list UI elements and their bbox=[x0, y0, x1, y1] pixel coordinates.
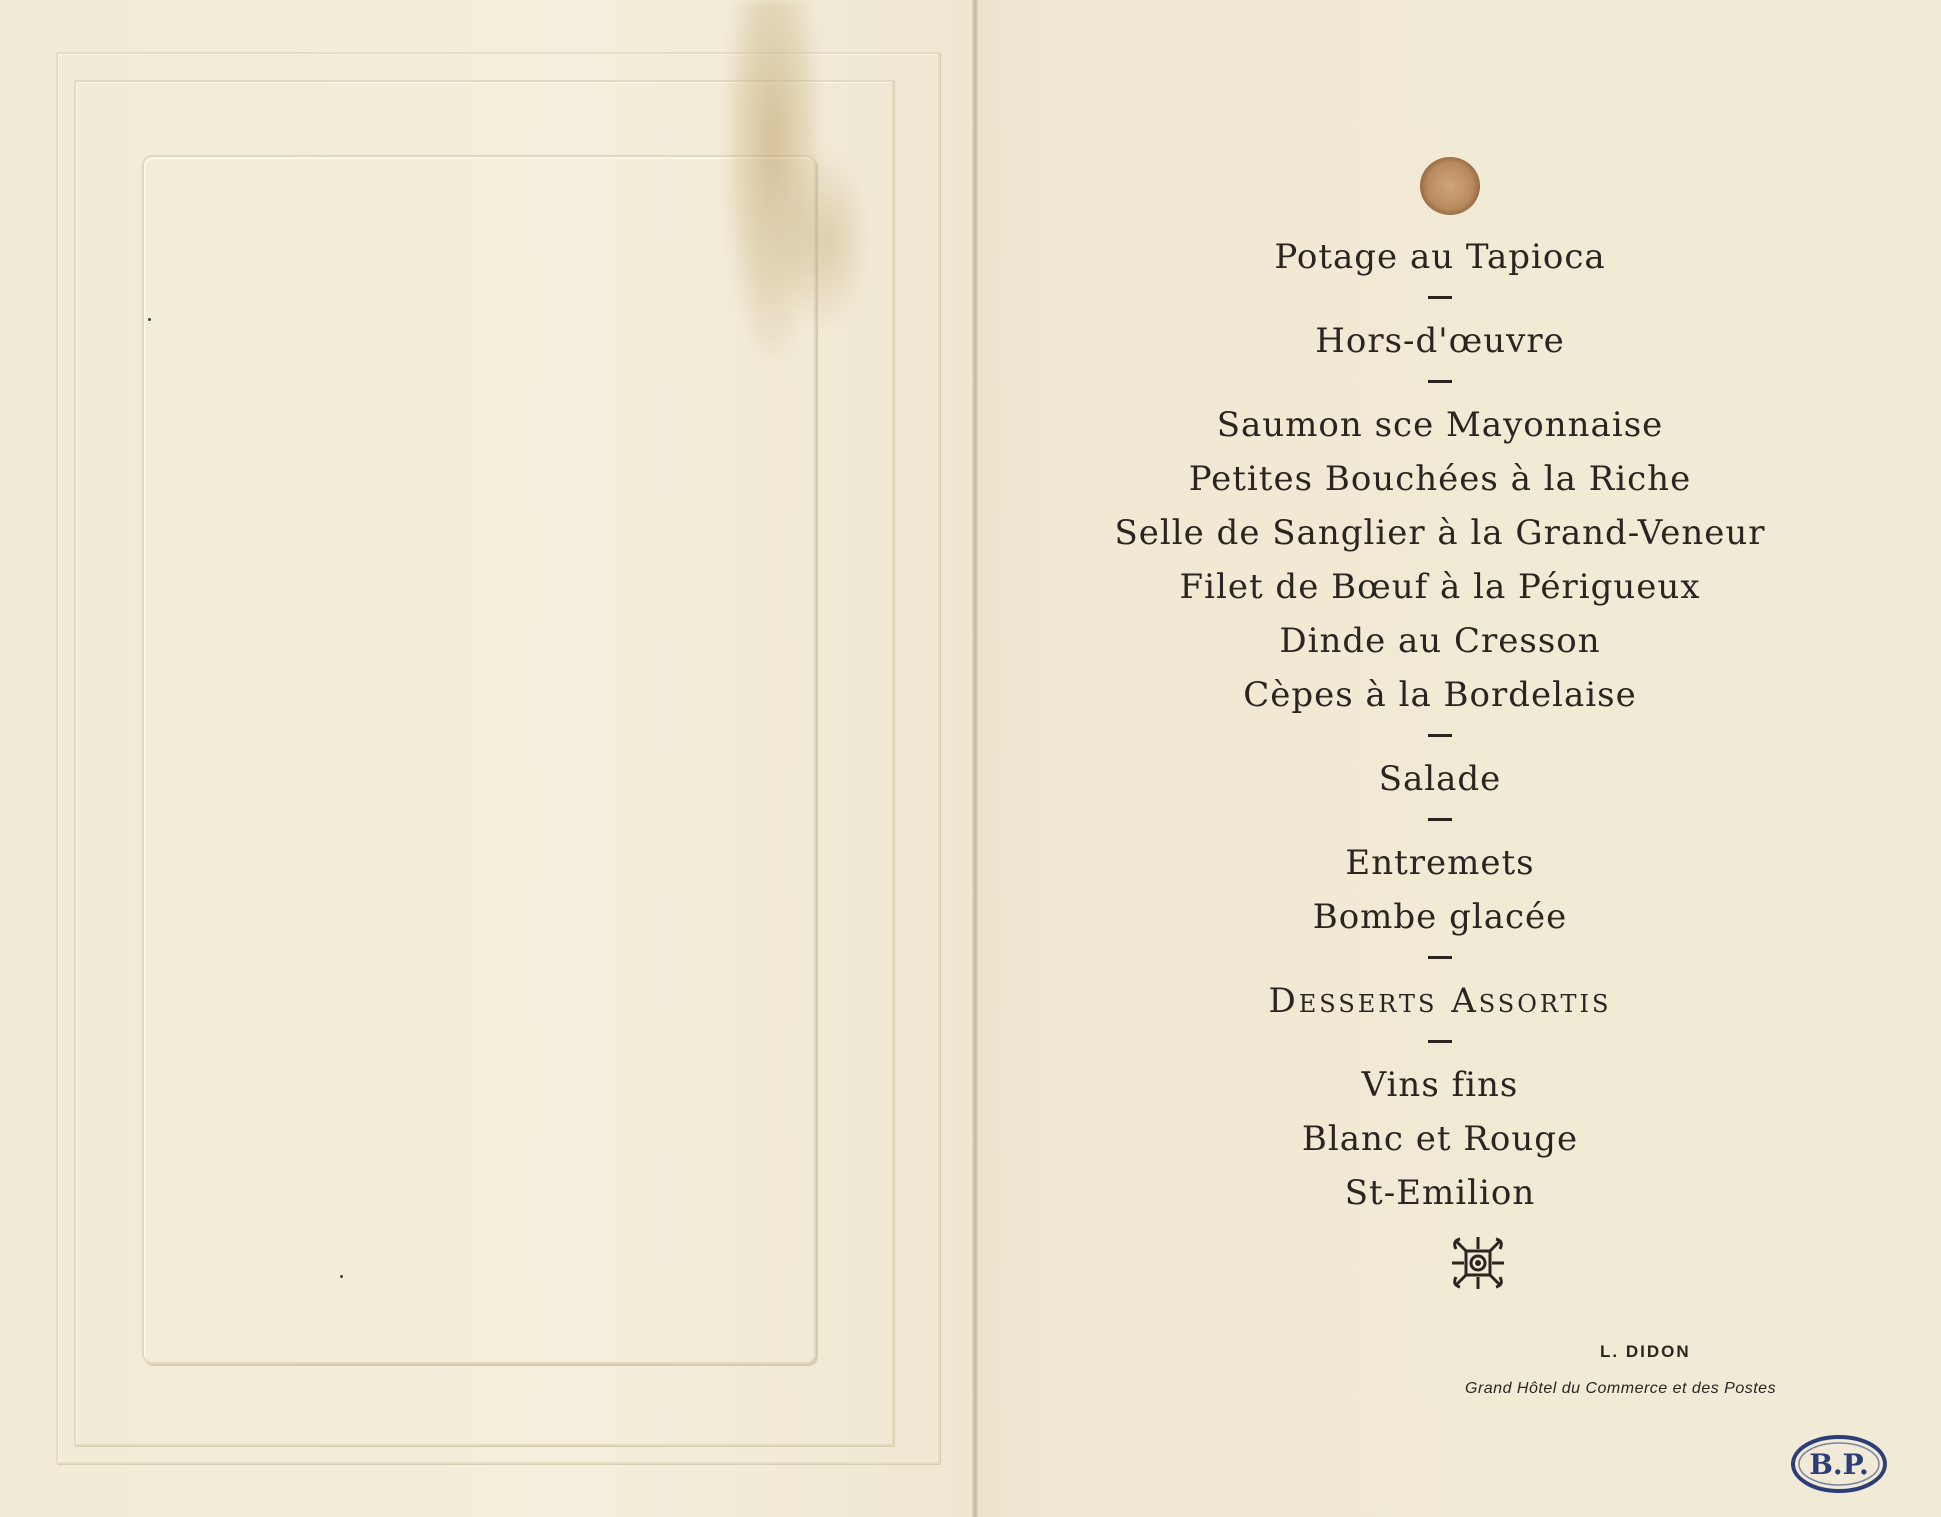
menu-item: Blanc et Rouge bbox=[1301, 1119, 1579, 1159]
menu-separator bbox=[1080, 806, 1800, 836]
menu-item: Hors-d'œuvre bbox=[1315, 321, 1565, 361]
menu-item: Desserts Assortis bbox=[1268, 981, 1612, 1021]
paper-speck bbox=[148, 318, 151, 321]
fleuron-ornament-icon bbox=[1450, 1235, 1506, 1291]
separator-dash bbox=[1428, 818, 1452, 821]
menu-item: Filet de Bœuf à la Périgueux bbox=[1179, 567, 1701, 607]
menu-item: Petites Bouchées à la Riche bbox=[1188, 459, 1692, 499]
burn-mark bbox=[1420, 157, 1480, 215]
menu-item: Bombe glacée bbox=[1312, 897, 1568, 937]
menu-separator bbox=[1080, 368, 1800, 398]
stamp-text: B.P. bbox=[1809, 1448, 1869, 1481]
menu-item: Selle de Sanglier à la Grand-Veneur bbox=[1114, 513, 1766, 553]
menu-item: Potage au Tapioca bbox=[1274, 237, 1606, 277]
hotel-name: Grand Hôtel du Commerce et des Postes bbox=[1465, 1380, 1777, 1397]
menu-item: Salade bbox=[1378, 759, 1502, 799]
menu-item: St-Emilion bbox=[1344, 1173, 1536, 1213]
separator-dash bbox=[1428, 380, 1452, 383]
menu-separator bbox=[1080, 284, 1800, 314]
library-stamp-icon bbox=[1787, 1432, 1891, 1496]
water-stain-secondary bbox=[780, 150, 870, 330]
menu-item: Vins fins bbox=[1361, 1065, 1519, 1105]
menu-item: Entremets bbox=[1345, 843, 1535, 883]
separator-dash bbox=[1428, 734, 1452, 737]
menu-separator bbox=[1080, 722, 1800, 752]
menu-list bbox=[1080, 230, 1800, 1220]
embossed-frame-inner bbox=[142, 155, 816, 1364]
separator-dash bbox=[1428, 296, 1452, 299]
center-fold bbox=[972, 0, 978, 1517]
menu-separator bbox=[1080, 944, 1800, 974]
menu-separator bbox=[1080, 1028, 1800, 1058]
menu-item: Saumon sce Mayonnaise bbox=[1216, 405, 1664, 445]
printer-name: L. DIDON bbox=[1600, 1342, 1691, 1361]
separator-dash bbox=[1428, 956, 1452, 959]
menu-item: Cèpes à la Bordelaise bbox=[1243, 675, 1637, 715]
paper-speck bbox=[340, 1275, 343, 1278]
menu-item: Dinde au Cresson bbox=[1279, 621, 1601, 661]
separator-dash bbox=[1428, 1040, 1452, 1043]
